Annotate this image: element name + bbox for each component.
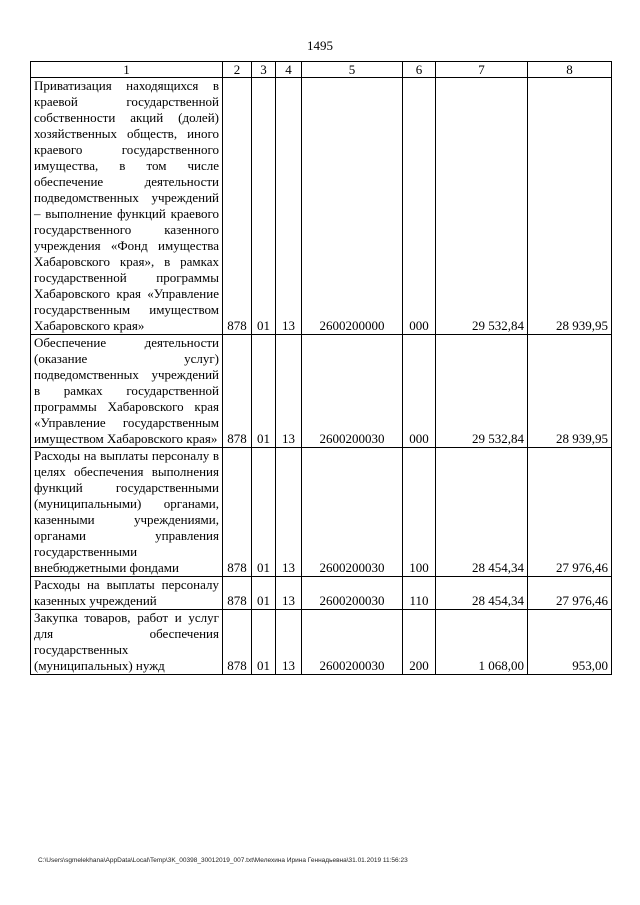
cell-col6: 000 <box>403 78 436 335</box>
cell-col3: 01 <box>252 577 276 610</box>
cell-col2: 878 <box>223 448 252 577</box>
table-row <box>31 610 612 675</box>
cell-col3: 01 <box>252 335 276 448</box>
cell-col4: 13 <box>276 78 302 335</box>
cell-col2: 878 <box>223 577 252 610</box>
cell-col6: 000 <box>403 335 436 448</box>
cell-col7: 28 454,34 <box>436 577 528 610</box>
cell-col8: 27 976,46 <box>528 448 612 577</box>
cell-col6: 100 <box>403 448 436 577</box>
table-row <box>31 335 612 448</box>
cell-col8: 27 976,46 <box>528 577 612 610</box>
cell-col4: 13 <box>276 448 302 577</box>
row-description: Приватизация находящихся в краевой государственной собственности акций (долей) хозяйственных обществ, иного краевого государственного имущества, в том числе обеспечение деятельности подведомственных учреждений – выполнение функций краевого государственного казенного учреждения «Фонд имущества Хабаровского края», в рамках государственной программы Хабаровского края «Управление государственным имуществом Хабаровского края» <box>31 78 223 335</box>
cell-col7: 29 532,84 <box>436 335 528 448</box>
cell-col3: 01 <box>252 78 276 335</box>
cell-col7: 29 532,84 <box>436 78 528 335</box>
row-description: Обеспечение деятельности (оказание услуг) подведомственных учреждений в рамках государственной программы Хабаровского края «Управление государственным имуществом Хабаровского края» <box>31 335 223 448</box>
cell-col7: 1 068,00 <box>436 610 528 675</box>
cell-col8: 953,00 <box>528 610 612 675</box>
column-header: 4 <box>276 62 302 78</box>
cell-col4: 13 <box>276 577 302 610</box>
cell-col3: 01 <box>252 448 276 577</box>
page-number: 1495 <box>307 38 333 53</box>
cell-col8: 28 939,95 <box>528 78 612 335</box>
cell-col5: 2600200000 <box>302 78 403 335</box>
cell-col4: 13 <box>276 610 302 675</box>
column-header: 2 <box>223 62 252 78</box>
cell-col6: 110 <box>403 577 436 610</box>
column-header: 8 <box>528 62 612 78</box>
cell-col5: 2600200030 <box>302 448 403 577</box>
column-header: 3 <box>252 62 276 78</box>
row-description: Расходы на выплаты персоналу казенных учреждений <box>31 577 223 610</box>
cell-col6: 200 <box>403 610 436 675</box>
table-row <box>31 448 612 577</box>
column-header: 5 <box>302 62 403 78</box>
file-path-footer: C:\Users\sgmelekhana\AppData\Local\Temp\3K_00398_30012019_007.txt\Мелехина Ирина Геннадьевна\31.01.2019 11:56:23 <box>38 857 408 864</box>
column-header: 6 <box>403 62 436 78</box>
column-header: 7 <box>436 62 528 78</box>
row-description: Закупка товаров, работ и услуг для обеспечения государственных (муниципальных) нужд <box>31 610 223 675</box>
cell-col4: 13 <box>276 335 302 448</box>
cell-col2: 878 <box>223 335 252 448</box>
cell-col5: 2600200030 <box>302 335 403 448</box>
table-row <box>31 577 612 610</box>
cell-col5: 2600200030 <box>302 577 403 610</box>
cell-col8: 28 939,95 <box>528 335 612 448</box>
column-header: 1 <box>31 62 223 78</box>
cell-col2: 878 <box>223 78 252 335</box>
budget-table <box>30 61 612 675</box>
cell-col5: 2600200030 <box>302 610 403 675</box>
cell-col3: 01 <box>252 610 276 675</box>
header-row <box>31 62 612 78</box>
row-description: Расходы на выплаты персоналу в целях обеспечения выполнения функций государственными (муниципальными) органами, казенными учреждениями, органами управления государственными внебюджетными фондами <box>31 448 223 577</box>
table-row <box>31 78 612 335</box>
cell-col7: 28 454,34 <box>436 448 528 577</box>
cell-col2: 878 <box>223 610 252 675</box>
